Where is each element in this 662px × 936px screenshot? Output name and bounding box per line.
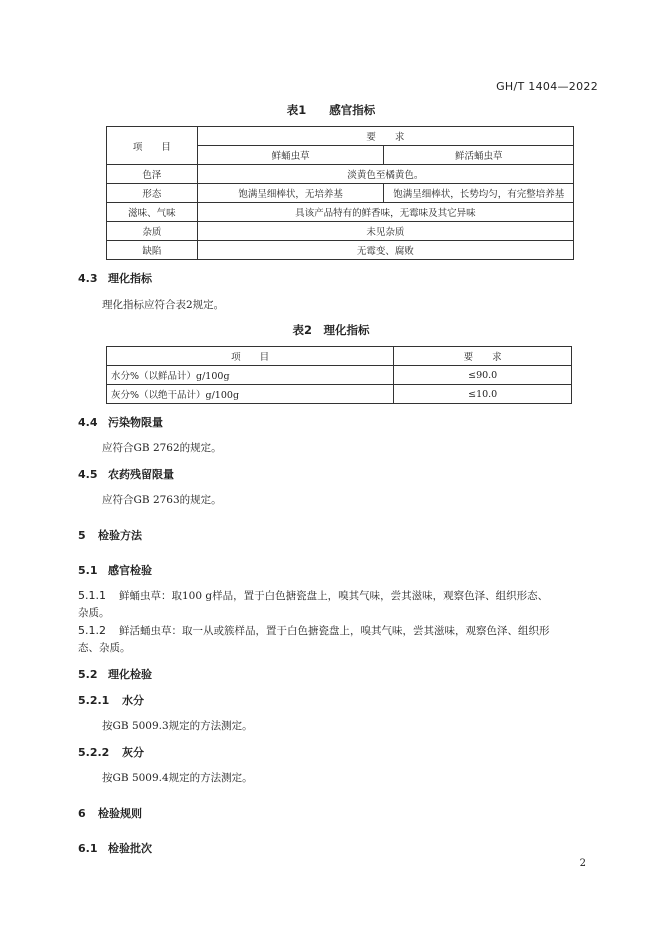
section-5-2-1-text: 按GB 5009.3规定的方法测定。 [102,720,253,732]
paragraph-text: 鲜活蛹虫草：取一从或簇样品，置于白色搪瓷盘上，嗅其气味，尝其滋味，观察色泽、组织形 [119,625,550,637]
section-number: 5.1 [78,564,98,577]
section-6-heading [78,805,142,821]
section-title: 灰分 [122,746,144,759]
section-5-1-1-line2: 杂质。 [78,607,110,619]
cell-req: 无霉变、腐败 [197,241,573,260]
header-fresh: 鲜蛹虫草 [197,146,384,165]
section-5-1-1-line1 [78,588,548,603]
table-row [107,127,574,146]
section-4-4-heading [78,414,163,430]
section-title: 感官检验 [108,564,152,577]
section-number: 5 [78,529,86,542]
cell-req: ≤90.0 [394,366,572,385]
table2-caption: 表2 理化指标 [292,323,370,337]
section-number: 6.1 [78,842,98,855]
section-number: 5.1.2 [78,624,106,637]
cell-req: ≤10.0 [394,385,572,404]
section-5-1-heading [78,562,152,578]
cell-item: 灰分%（以绝干品计）g/100g [107,385,394,404]
cell-item: 缺陷 [107,241,198,260]
section-4-3-text: 理化指标应符合表2规定。 [102,299,225,311]
section-5-1-2-line1 [78,623,550,638]
cell-req: 淡黄色至橘黄色。 [197,165,573,184]
section-number: 5.1.1 [78,589,106,602]
header-item: 项 目 [107,347,394,366]
cell-item: 色泽 [107,165,198,184]
section-title: 污染物限量 [108,416,163,429]
header-requirement: 要 求 [197,127,573,146]
table-row [107,184,574,203]
table-row [107,241,574,260]
section-title: 水分 [122,694,144,707]
section-5-2-heading [78,666,152,682]
section-4-5-text: 应符合GB 2763的规定。 [102,494,222,506]
section-number: 4.3 [78,272,98,285]
header-item: 项 目 [107,127,198,165]
physchem-table [106,346,572,404]
table1-caption: 表1 感官指标 [286,103,376,117]
header-requirement: 要 求 [394,347,572,366]
cell-item: 水分%（以鲜品计）g/100g [107,366,394,385]
section-4-5-heading [78,466,174,482]
paragraph-text: 鲜蛹虫草：取100 g样品，置于白色搪瓷盘上，嗅其气味，尝其滋味，观察色泽、组织形态、 [119,590,549,602]
section-6-1-heading [78,840,152,856]
sensory-table [106,126,574,260]
table-row [107,385,572,404]
cell-item: 形态 [107,184,198,203]
cell-live: 饱满呈细棒状，长势均匀，有完整培养基 [384,184,574,203]
section-5-2-2-text: 按GB 5009.4规定的方法测定。 [102,772,253,784]
section-title: 检验规则 [98,807,142,820]
table-row [107,203,574,222]
section-title: 农药残留限量 [108,468,174,481]
table-row [107,347,572,366]
section-5-2-1-heading [78,692,144,708]
cell-item: 滋味、气味 [107,203,198,222]
section-5-heading [78,527,142,543]
table-row [107,366,572,385]
section-5-2-2-heading [78,744,144,760]
section-title: 理化指标 [108,272,152,285]
section-number: 5.2.1 [78,694,110,707]
cell-fresh: 饱满呈细棒状，无培养基 [197,184,384,203]
table-row [107,222,574,241]
section-title: 检验批次 [108,842,152,855]
table-row [107,165,574,184]
section-number: 4.5 [78,468,98,481]
section-4-3-heading [78,270,152,286]
section-number: 5.2.2 [78,746,110,759]
cell-req: 未见杂质 [197,222,573,241]
section-number: 5.2 [78,668,98,681]
section-number: 4.4 [78,416,98,429]
cell-item: 杂质 [107,222,198,241]
header-live: 鲜活蛹虫草 [384,146,574,165]
section-title: 检验方法 [98,529,142,542]
section-number: 6 [78,807,86,820]
section-5-1-2-line2: 态、杂质。 [78,642,131,654]
cell-req: 具该产品特有的鲜香味，无霉味及其它异味 [197,203,573,222]
standard-code: GH/T 1404—2022 [496,80,598,93]
section-4-4-text: 应符合GB 2762的规定。 [102,442,222,454]
section-title: 理化检验 [108,668,152,681]
page-number: 2 [579,858,586,869]
